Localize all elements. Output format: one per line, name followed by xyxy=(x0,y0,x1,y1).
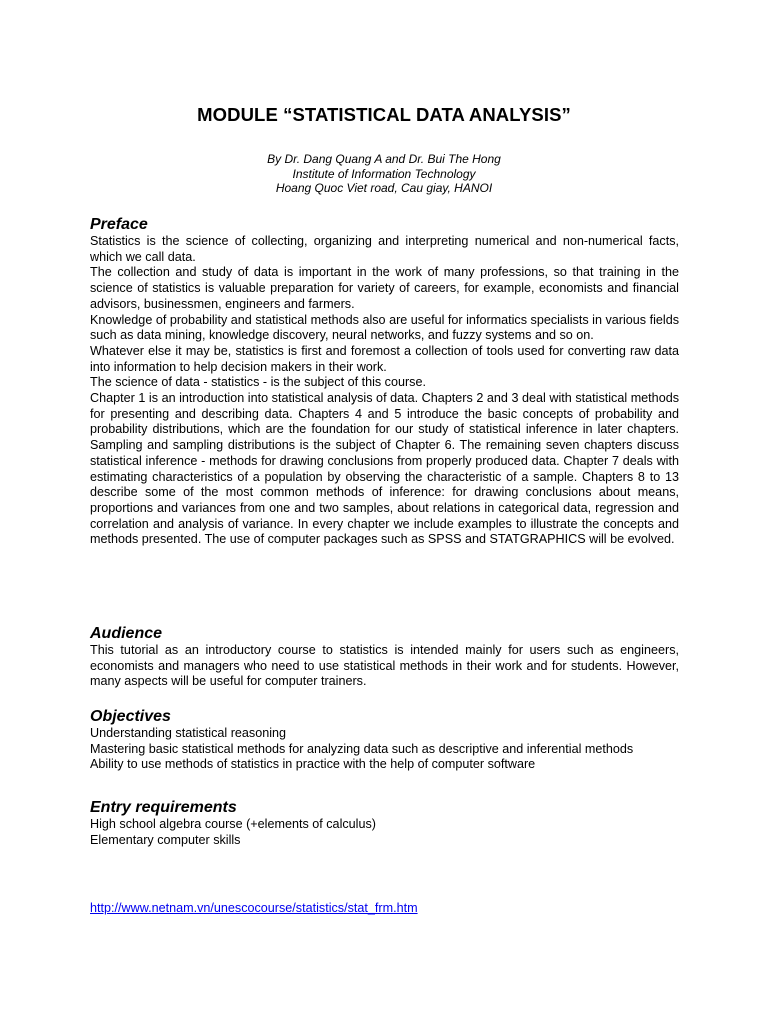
requirement-item: Elementary computer skills xyxy=(90,832,241,847)
preface-paragraph: Statistics is the science of collecting, organizing and interpreting numerical and non-numerical facts, which we call data. xyxy=(90,234,679,264)
page-title: MODULE “STATISTICAL DATA ANALYSIS” xyxy=(197,104,571,125)
objective-item: Ability to use methods of statistics in practice with the help of computer software xyxy=(90,757,536,772)
audience-section xyxy=(90,625,679,690)
preface-paragraph: The collection and study of data is important in the work of many professions, so that training in the science of statistics is valuable preparation for variety of careers, for example, economists and financial advisors, businessmen, engineers and farmers. xyxy=(90,265,679,311)
byline-address: Hoang Quoc Viet road, Cau giay, HANOI xyxy=(275,181,493,196)
audience-paragraph: This tutorial as an introductory course to statistics is intended mainly for users such as engineers, economists and managers who need to use statistical methods in their work and for students. However, many aspects will be useful for computer trainers. xyxy=(90,643,679,689)
byline-institute: Institute of Information Technology xyxy=(292,166,476,181)
requirement-item: High school algebra course (+elements of calculus) xyxy=(90,817,376,831)
objectives-heading: Objectives xyxy=(90,708,171,725)
course-url-link[interactable]: http://www.netnam.vn/unescocourse/statistics/stat_frm.htm xyxy=(90,901,418,915)
audience-heading: Audience xyxy=(90,625,163,642)
preface-heading: Preface xyxy=(90,216,148,233)
objective-item: Understanding statistical reasoning xyxy=(90,726,287,740)
preface-paragraph: Chapter 1 is an introduction into statistical analysis of data. Chapters 2 and 3 deal with statistical methods for presenting and describing data. Chapters 4 and 5 introduce the basic concepts of probability and probability distributions, which are the foundation for our study of statistical inference in later chapters. Sampling and sampling distributions is the subject of Chapter 6. The remaining seven chapters discuss statistical inference - methods for drawing conclusions from properly produced data. Chapter 7 deals with estimating characteristics of a population by observing the characteristic of a sample. Chapters 8 to 13 describe some of the most common methods of inference: for drawing conclusions about means, proportions and variances from one and two samples, about relations in categorical data, regression and correlation and analysis of variance. In every chapter we include examples to illustrate the concepts and methods presented. The use of computer packages such as SPSS and STATGRAPHICS will be evolved. xyxy=(90,391,679,547)
preface-paragraph: The science of data - statistics - is the subject of this course. xyxy=(90,375,426,390)
byline-authors: By Dr. Dang Quang A and Dr. Bui The Hong xyxy=(267,152,501,166)
preface-paragraph: Whatever else it may be, statistics is first and foremost a collection of tools used for converting raw data into information to help decision makers in their work. xyxy=(90,343,679,374)
objectives-section xyxy=(90,708,679,773)
author-byline xyxy=(0,152,768,196)
preface-paragraph: Knowledge of probability and statistical methods also are useful for informatics specialists in various fields such as data mining, knowledge discovery, neural networks, and fuzzy systems and so on. xyxy=(90,312,679,343)
entry-requirements-heading: Entry requirements xyxy=(90,799,237,816)
entry-requirements-section xyxy=(90,799,679,848)
preface-section xyxy=(90,216,679,548)
objective-item: Mastering basic statistical methods for analyzing data such as descriptive and inferential methods xyxy=(90,741,634,756)
